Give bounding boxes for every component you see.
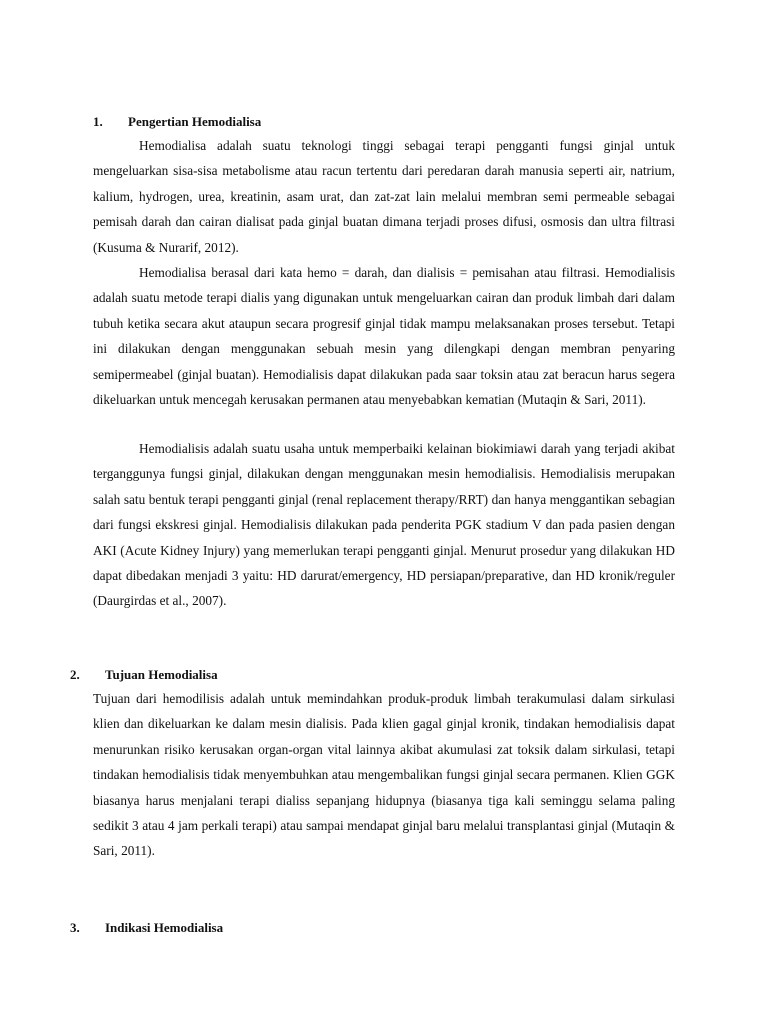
paragraph: Hemodialisa berasal dari kata hemo = darah, dan dialisis = pemisahan atau filtrasi. Hemodialisis adalah suatu metode terapi dialis yang digunakan untuk mengeluarkan cairan dan produk limbah dari dalam tubuh ketika secara akut ataupun secara progresif ginjal tidak mampu melaksanakan proses tersebut. Tetapi ini dilakukan dengan menggunakan sebuah mesin yang dilengkapi dengan membran penyaring semipermeabel (ginjal buatan). Hemodialisis dapat dilakukan pada saar toksin atau zat beracun harus segera dikeluarkan untuk mencegah kerusakan permanen atau menyebabkan kematian (Mutaqin & Sari, 2011). bbox=[93, 265, 675, 408]
paragraph: Hemodialisis adalah suatu usaha untuk memperbaiki kelainan biokimiawi darah yang terjadi akibat terganggunya fungsi ginjal, dilakukan dengan menggunakan mesin hemodialisis. Hemodialisis merupakan salah satu bentuk terapi pengganti ginjal (renal replacement therapy/RRT) dan hanya menggantikan sebagian dari fungsi ekskresi ginjal. Hemodialisis dilakukan pada penderita PGK stadium V dan pada pasien dengan AKI (Acute Kidney Injury) yang memerlukan terapi pengganti ginjal. Menurut prosedur yang dilakukan HD dapat dibedakan menjadi 3 yaitu: HD darurat/emergency, HD persiapan/preparative, dan HD kronik/reguler (Daurgirdas et al., 2007). bbox=[93, 441, 675, 609]
section-title: Pengertian Hemodialisa bbox=[128, 114, 262, 129]
section-number: 2. bbox=[70, 667, 80, 682]
section-number: 1. bbox=[93, 114, 103, 129]
paragraph: Hemodialisa adalah suatu teknologi tinggi sebagai terapi pengganti fungsi ginjal untuk mengeluarkan sisa-sisa metabolisme atau racun tertentu dari peredaran darah manusia seperti air, natrium, kalium, hydrogen, urea, kreatinin, asam urat, dan zat-zat lain melalui membran semi permeable sebagai pemisah darah dan cairan dialisat pada ginjal buatan dimana terjadi proses difusi, osmosis dan ultra filtrasi (Kusuma & Nurarif, 2012). bbox=[93, 138, 675, 255]
section-number: 3. bbox=[70, 920, 80, 935]
paragraph: Tujuan dari hemodilisis adalah untuk memindahkan produk-produk limbah terakumulasi dalam sirkulasi klien dan dikeluarkan ke dalam mesin dialisis. Pada klien gagal ginjal kronik, tindakan hemodialisis dapat menurunkan risiko kerusakan organ-organ vital lainnya akibat akumulasi zat toksik dalam sirkulasi, tetapi tindakan hemodialisis tidak menyembuhkan atau mengembalikan fungsi ginjal secara permanen. Klien GGK biasanya harus menjalani terapi dialiss sepanjang hidupnya (biasanya tiga kali seminggu selama paling sedikit 3 atau 4 jam perkali terapi) atau sampai mendapat ginjal baru melalui transplantasi ginjal (Mutaqin & Sari, 2011). bbox=[93, 691, 675, 859]
section-title: Indikasi Hemodialisa bbox=[105, 920, 224, 935]
section-title: Tujuan Hemodialisa bbox=[105, 667, 218, 682]
